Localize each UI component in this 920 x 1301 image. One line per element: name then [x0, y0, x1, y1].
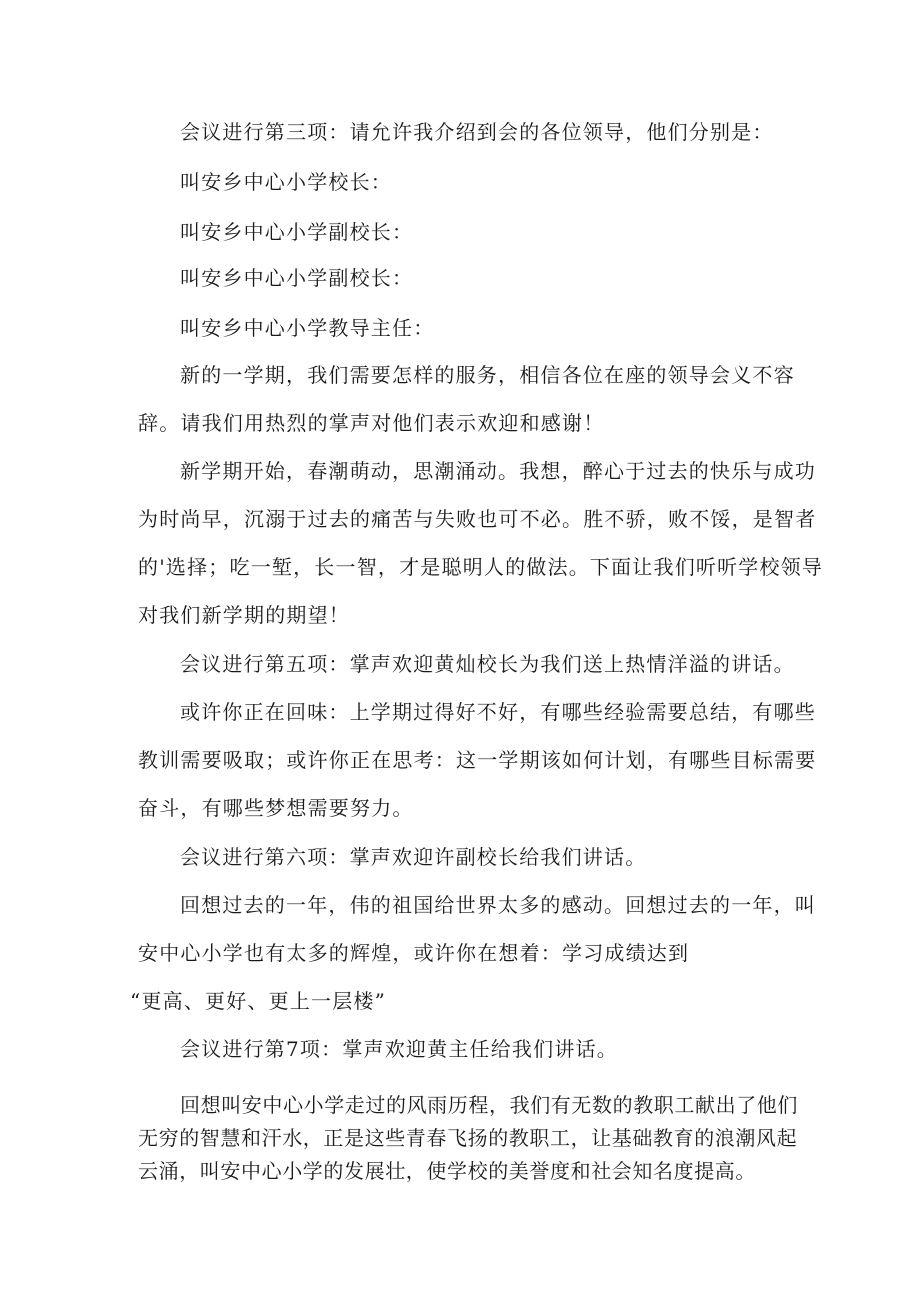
paragraph-line: 新学期开始，春潮萌动，思潮涌动。我想，醉心于过去的快乐与成功	[180, 459, 816, 483]
paragraph-line: 安中心小学也有太多的辉煌，或许你在想着：学习成绩达到	[138, 941, 690, 965]
paragraph-line: 新的一学期，我们需要怎样的服务，相信各位在座的领导会义不容	[180, 363, 795, 387]
paragraph-line: 无穷的智慧和汗水，正是这些青春飞扬的教职工，让基础教育的浪潮风起	[138, 1126, 798, 1150]
paragraph-line: 对我们新学期的期望！	[138, 603, 350, 627]
paragraph-line: 叫安乡中心小学副校长：	[180, 220, 414, 244]
paragraph-line: 会议进行第7项：掌声欢迎黄主任给我们讲话。	[180, 1037, 618, 1061]
paragraph-line: 辞。请我们用热烈的掌声对他们表示欢迎和感谢！	[138, 411, 605, 435]
paragraph-line: 会议进行第三项：请允许我介绍到会的各位领导，他们分别是：	[180, 120, 774, 144]
paragraph-line: 回想叫安中心小学走过的风雨历程，我们有无数的教职工献出了他们	[180, 1093, 798, 1117]
paragraph-line: 奋斗，有哪些梦想需要努力。	[138, 796, 414, 820]
paragraph-line: 云涌，叫安中心小学的发展壮，使学校的美誉度和社会知名度提高。	[138, 1159, 756, 1183]
paragraph-line: 为时尚早，沉溺于过去的痛苦与失败也可不必。胜不骄，败不馁，是智者	[138, 507, 817, 531]
quoted-line: “更高、更好、更上一层楼”	[130, 989, 387, 1013]
paragraph-line: 会议进行第五项：掌声欢迎黄灿校长为我们送上热情洋溢的讲话。	[180, 652, 795, 676]
paragraph-line: 会议进行第六项：掌声欢迎许副校长给我们讲话。	[180, 845, 647, 869]
paragraph-line: 教训需要吸取；或许你正在思考：这一学期该如何计划，有哪些目标需要	[138, 748, 817, 772]
paragraph-line: 叫安乡中心小学副校长：	[180, 266, 414, 290]
paragraph-line: 叫安乡中心小学教导主任：	[180, 316, 435, 340]
paragraph-line: 回想过去的一年，伟的祖国给世界太多的感动。回想过去的一年，叫	[180, 893, 816, 917]
paragraph-line: 叫安乡中心小学校长：	[180, 170, 392, 194]
paragraph-line: 或许你正在回味：上学期过得好不好，有哪些经验需要总结，有哪些	[180, 700, 816, 724]
paragraph-line: 的'选择；吃一堑，长一智，才是聪明人的做法。下面让我们听听学校领导	[138, 555, 824, 579]
